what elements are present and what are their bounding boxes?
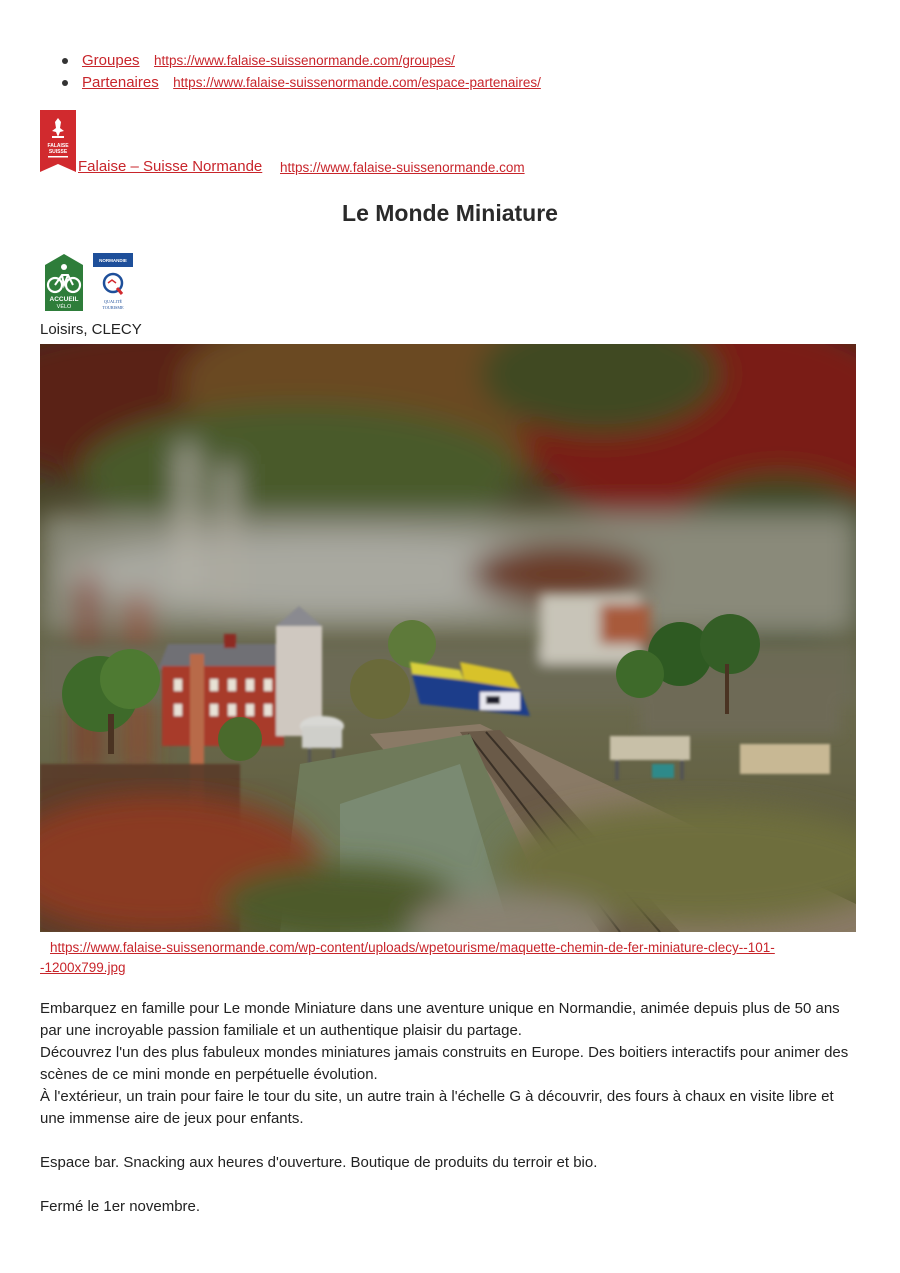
description-paragraph: Embarquez en famille pour Le monde Miniature dans une aventure unique en Normandie, animée depuis plus de 50 ans par une incroyable passion familiale et un authentique plaisir du partage. (40, 1000, 840, 1039)
nav-link-groupes[interactable]: Groupes (82, 52, 140, 69)
photo-url-line-1[interactable]: https://www.falaise-suissenormande.com/wp-content/uploads/wpetourisme/maquette-chemin-de-fer-miniature-clecy--101- (50, 940, 775, 955)
brand-url[interactable]: https://www.falaise-suissenormande.com (280, 160, 525, 175)
nav-url-groupes[interactable]: https://www.falaise-suissenormande.com/groupes/ (154, 53, 455, 68)
logo-text-2: SUISSE (48, 149, 68, 155)
logo-text-1: FALAISE (47, 143, 69, 149)
nav-link-partenaires[interactable]: Partenaires (82, 74, 159, 91)
miniature-railway-photo (40, 344, 856, 932)
category-location: Loisirs, CLECY (40, 321, 142, 338)
qualite-tourisme-label-icon (93, 253, 133, 315)
nav-url-partenaires[interactable]: https://www.falaise-suissenormande.com/espace-partenaires/ (173, 75, 541, 90)
bullet-icon (62, 58, 68, 64)
qualite-text-2: QUALITÉ (103, 299, 123, 304)
brand-link[interactable]: Falaise – Suisse Normande (78, 158, 263, 175)
nav-item-groupes (62, 50, 541, 72)
quality-labels (44, 253, 144, 315)
photo-illustration (40, 344, 856, 932)
bullet-icon (62, 80, 68, 86)
qualite-text-1: NORMANDIE (99, 258, 127, 263)
qualite-text-3: TOURISME (102, 305, 124, 310)
accueil-velo-label-icon (44, 253, 84, 313)
brand-row (40, 110, 860, 178)
falaise-suisse-logo-icon[interactable] (40, 110, 76, 172)
description-paragraph: Découvrez l'un des plus fabuleux mondes miniatures jamais construits en Europe. Des boitiers interactifs pour animer des scènes de ce mini monde en perpétuelle évolution. (40, 1044, 849, 1083)
description-services: Espace bar. Snacking aux heures d'ouverture. Boutique de produits du terroir et bio. (40, 1154, 598, 1171)
description (40, 998, 860, 1218)
photo-url-line-2[interactable]: -1200x799.jpg (40, 960, 126, 975)
description-closing: Fermé le 1er novembre. (40, 1198, 201, 1215)
description-paragraph: À l'extérieur, un train pour faire le tour du site, un autre train à l'échelle G à découvrir, des fours à chaux en visite libre et une immense aire de jeux pour enfants. (40, 1088, 834, 1127)
velo-text-1: ACCUEIL (49, 296, 79, 303)
nav-list (62, 50, 541, 94)
photo-url[interactable] (40, 938, 840, 978)
nav-item-partenaires (62, 72, 541, 94)
page-title: Le Monde Miniature (342, 200, 558, 226)
velo-text-2: VÉLO (56, 304, 72, 310)
